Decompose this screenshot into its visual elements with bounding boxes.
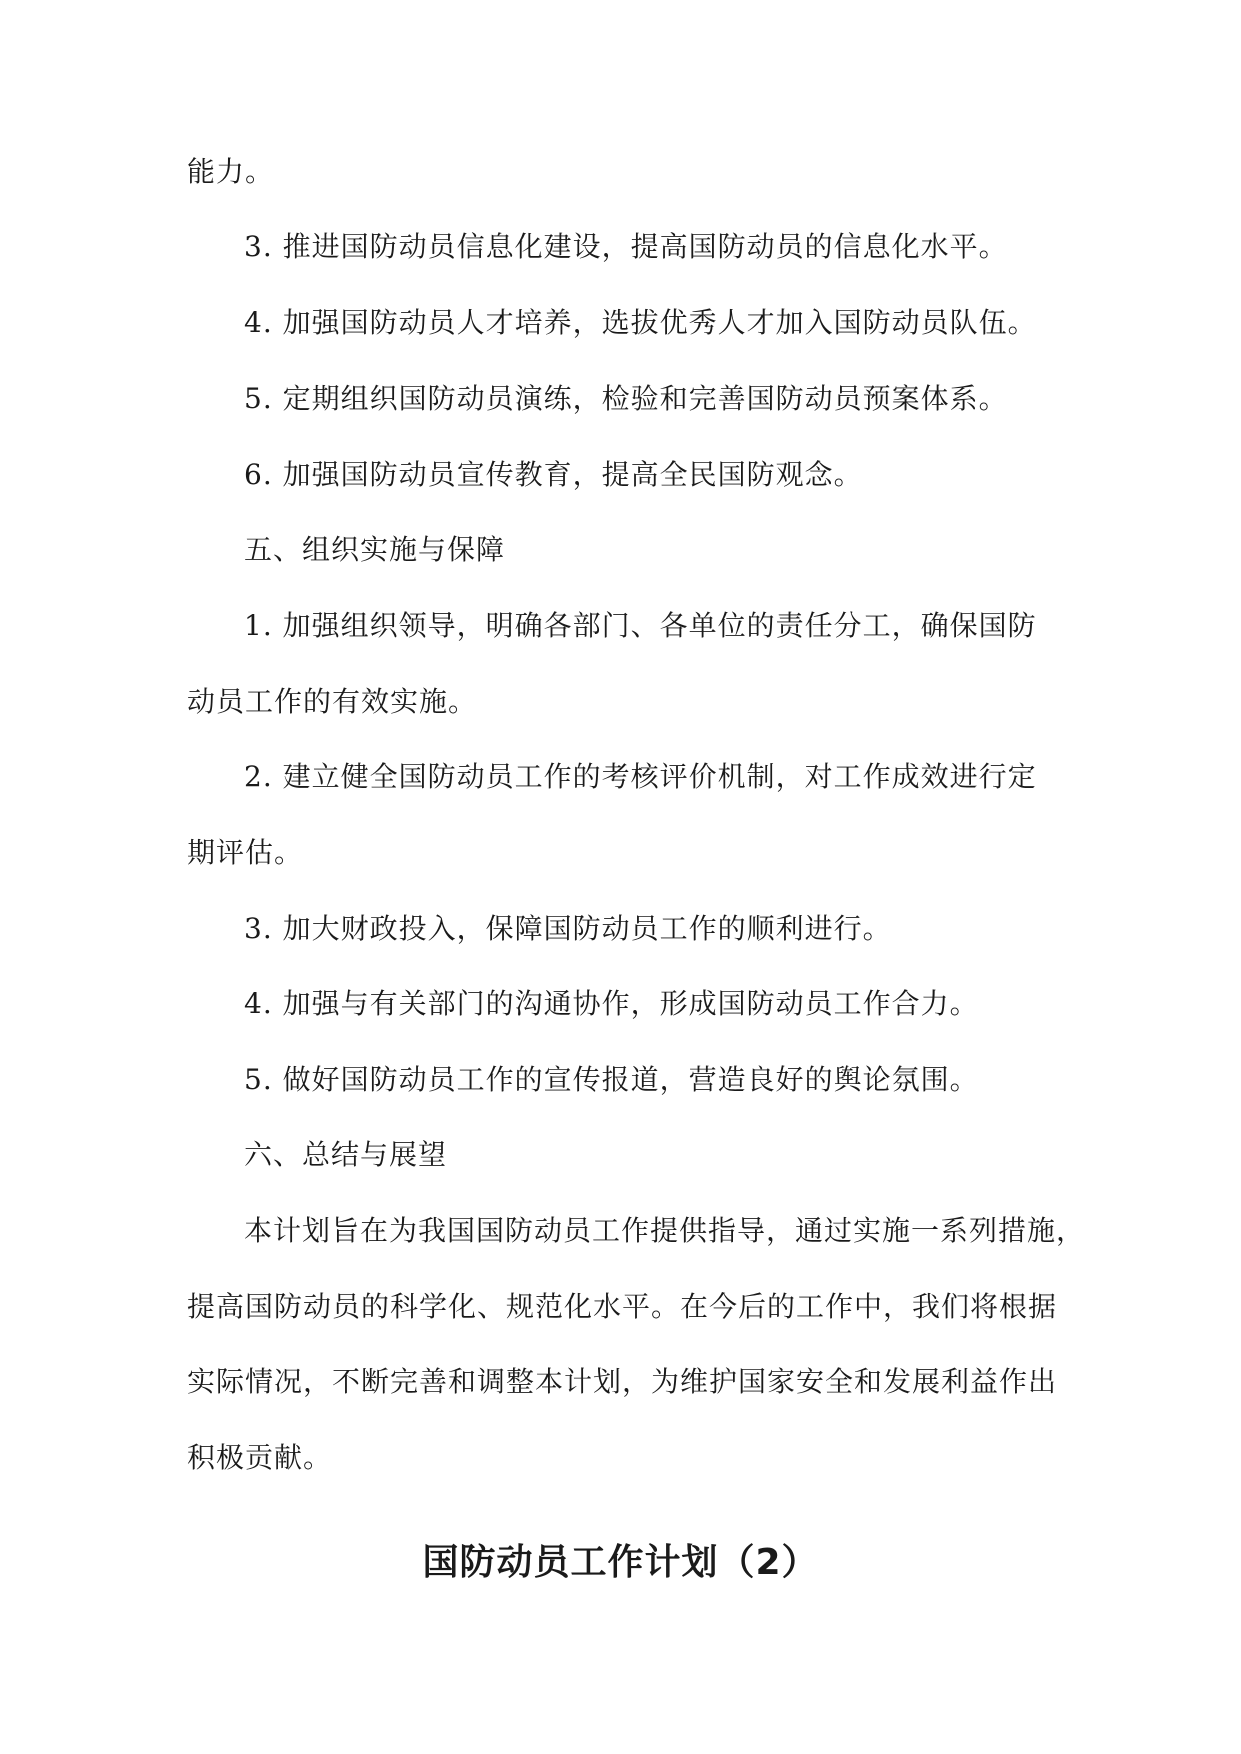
paragraph-line: 动员工作的有效实施。 [187,685,478,718]
list-item: 3. 推进国防动员信息化建设，提高国防动员的信息化水平。 [244,230,1008,263]
paragraph-line: 期评估。 [187,836,304,869]
paragraph-line: 能力。 [187,155,275,188]
list-item: 6. 加强国防动员宣传教育，提高全民国防观念。 [244,458,863,491]
list-item: 4. 加强与有关部门的沟通协作，形成国防动员工作合力。 [244,987,979,1020]
list-item: 5. 定期组织国防动员演练，检验和完善国防动员预案体系。 [244,382,1008,415]
document-title: 国防动员工作计划（2） [422,1542,819,1583]
paragraph-line: 实际情况，不断完善和调整本计划，为维护国家安全和发展利益作出 [187,1365,1058,1398]
paragraph-line: 提高国防动员的科学化、规范化水平。在今后的工作中，我们将根据 [187,1290,1058,1323]
list-item: 1. 加强组织领导，明确各部门、各单位的责任分工，确保国防 [244,609,1037,642]
list-item: 3. 加大财政投入，保障国防动员工作的顺利进行。 [244,912,892,945]
list-item: 2. 建立健全国防动员工作的考核评价机制，对工作成效进行定 [244,760,1037,793]
list-item: 4. 加强国防动员人才培养，选拔优秀人才加入国防动员队伍。 [244,306,1037,339]
list-item: 5. 做好国防动员工作的宣传报道，营造良好的舆论氛围。 [244,1063,979,1096]
paragraph-line: 本计划旨在为我国国防动员工作提供指导，通过实施一系列措施， [244,1214,1086,1247]
paragraph-line: 积极贡献。 [187,1441,333,1474]
section-heading: 六、总结与展望 [244,1138,448,1171]
section-heading: 五、组织实施与保障 [244,533,506,566]
